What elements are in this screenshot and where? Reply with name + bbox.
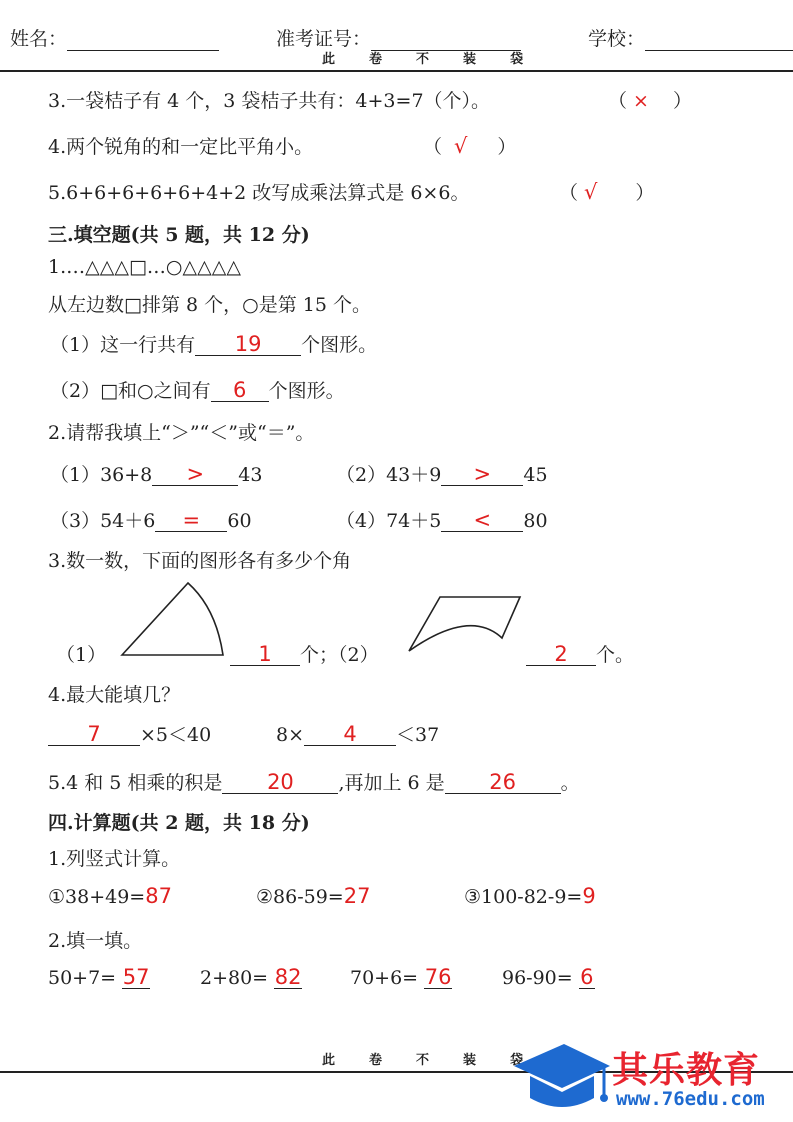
fill-q3-label1: （1） xyxy=(56,644,107,666)
exam-no-field xyxy=(276,24,521,51)
answer-blank: > xyxy=(441,463,523,486)
answer-blank: 6 xyxy=(580,965,594,989)
calc-q2-item4: 96-90= 6 xyxy=(502,965,594,989)
fill-q4-expr1: 7 ×5＜40 xyxy=(48,720,211,747)
logo-text: 其乐教育 xyxy=(612,1050,761,1091)
answer-blank: 7 xyxy=(48,723,140,746)
calc-q2-title: 2.填一填。 xyxy=(48,930,143,952)
logo-url: www.76edu.com xyxy=(616,1088,765,1110)
judge-q4: 4.两个锐角的和一定比平角小。 xyxy=(48,136,314,158)
fill-q2-item3: （3）54＋6 = 60 xyxy=(50,508,252,532)
name-line xyxy=(67,32,219,51)
fill-q2-item1: （1）36+8 > 43 xyxy=(50,462,263,486)
fill-q2-title: 2.请帮我填上“＞”“＜”或“＝”。 xyxy=(48,422,315,444)
name-field xyxy=(10,24,219,51)
fill-q2-item4: （4）74＋5 < 80 xyxy=(336,508,548,532)
fill-q3-answers: 1 个；（2） xyxy=(230,640,379,667)
calc-q2-item2: 2+80= 82 xyxy=(200,965,302,989)
fill-q1-part1: （1）这一行共有 19 个图形。 xyxy=(50,332,378,356)
footer-binding-strip: 此 卷 不 装 袋 xyxy=(322,1053,524,1068)
fill-q1-shapes: 1.…△△△□…○△△△△ xyxy=(48,256,241,278)
section-calc-title: 四.计算题(共 2 题，共 18 分) xyxy=(48,812,310,834)
answer-blank: = xyxy=(155,509,227,532)
answer-blank: 1 xyxy=(230,643,300,666)
answer-blank: 2 xyxy=(526,643,596,666)
graduation-cap-icon xyxy=(508,1036,612,1114)
calc-q1-item2: ②86-59=27 xyxy=(256,884,371,908)
calc-q1-item1: ①38+49=87 xyxy=(48,884,172,908)
school-line xyxy=(645,32,793,51)
fill-q3-answer2: 2 个。 xyxy=(526,640,634,667)
calc-q1-title: 1.列竖式计算。 xyxy=(48,848,181,870)
judge-q5: 5.6+6+6+6+6+4+2 改写成乘法算式是 6×6。 xyxy=(48,182,470,204)
answer-value: 9 xyxy=(582,884,596,908)
judge-q3: 3.一袋桔子有 4 个，3 袋桔子共有：4+3=7（个）。 xyxy=(48,90,491,112)
fill-q2-item2: （2）43＋9 > 45 xyxy=(336,462,548,486)
fill-q1-desc: 从左边数□排第 8 个，○是第 15 个。 xyxy=(48,294,371,316)
answer-blank: 76 xyxy=(424,965,452,989)
answer-value: 27 xyxy=(343,884,371,908)
judge-q4-answer: （ √ ） xyxy=(423,134,517,158)
school-label: 学校： xyxy=(588,28,646,50)
curved-quad-figure xyxy=(400,588,530,658)
calc-q2-item1: 50+7= 57 xyxy=(48,965,150,989)
answer-blank: 6 xyxy=(211,379,269,402)
answer-mark: √ xyxy=(454,134,468,158)
answer-blank: 20 xyxy=(222,771,338,794)
section-fill-title: 三.填空题(共 5 题，共 12 分) xyxy=(48,224,310,246)
header-rule xyxy=(0,70,793,72)
exam-no-label: 准考证号： xyxy=(276,28,372,50)
answer-blank: 4 xyxy=(304,723,396,746)
answer-mark: √ xyxy=(584,180,598,204)
fill-q1-part2: （2）□和○之间有 6 个图形。 xyxy=(50,378,345,402)
fill-q3-title: 3.数一数，下面的图形各有多少个角 xyxy=(48,550,352,572)
answer-blank: < xyxy=(441,509,523,532)
fill-q4-expr2: 8× 4 ＜37 xyxy=(276,722,440,746)
answer-blank: > xyxy=(152,463,238,486)
fill-q4-title: 4.最大能填几？ xyxy=(48,684,181,706)
answer-value: 87 xyxy=(145,884,172,908)
answer-blank: 57 xyxy=(122,965,150,989)
name-label: 姓名： xyxy=(10,28,68,50)
school-field xyxy=(588,24,793,51)
calc-q2-item3: 70+6= 76 xyxy=(350,965,452,989)
answer-blank: 26 xyxy=(445,771,561,794)
header-binding-strip: 此 卷 不 装 袋 xyxy=(322,52,524,67)
fill-q5: 5.4 和 5 相乘的积是 20 ,再加上 6 是 26 。 xyxy=(48,770,580,794)
answer-mark: × xyxy=(633,90,649,112)
answer-blank: 82 xyxy=(274,965,302,989)
judge-q5-answer: （ √ ） xyxy=(559,180,655,204)
sector-figure xyxy=(110,578,240,660)
answer-blank: 19 xyxy=(195,333,301,356)
judge-q3-answer: （ × ） xyxy=(608,90,692,112)
calc-q1-item3: ③100-82-9=9 xyxy=(464,884,596,908)
